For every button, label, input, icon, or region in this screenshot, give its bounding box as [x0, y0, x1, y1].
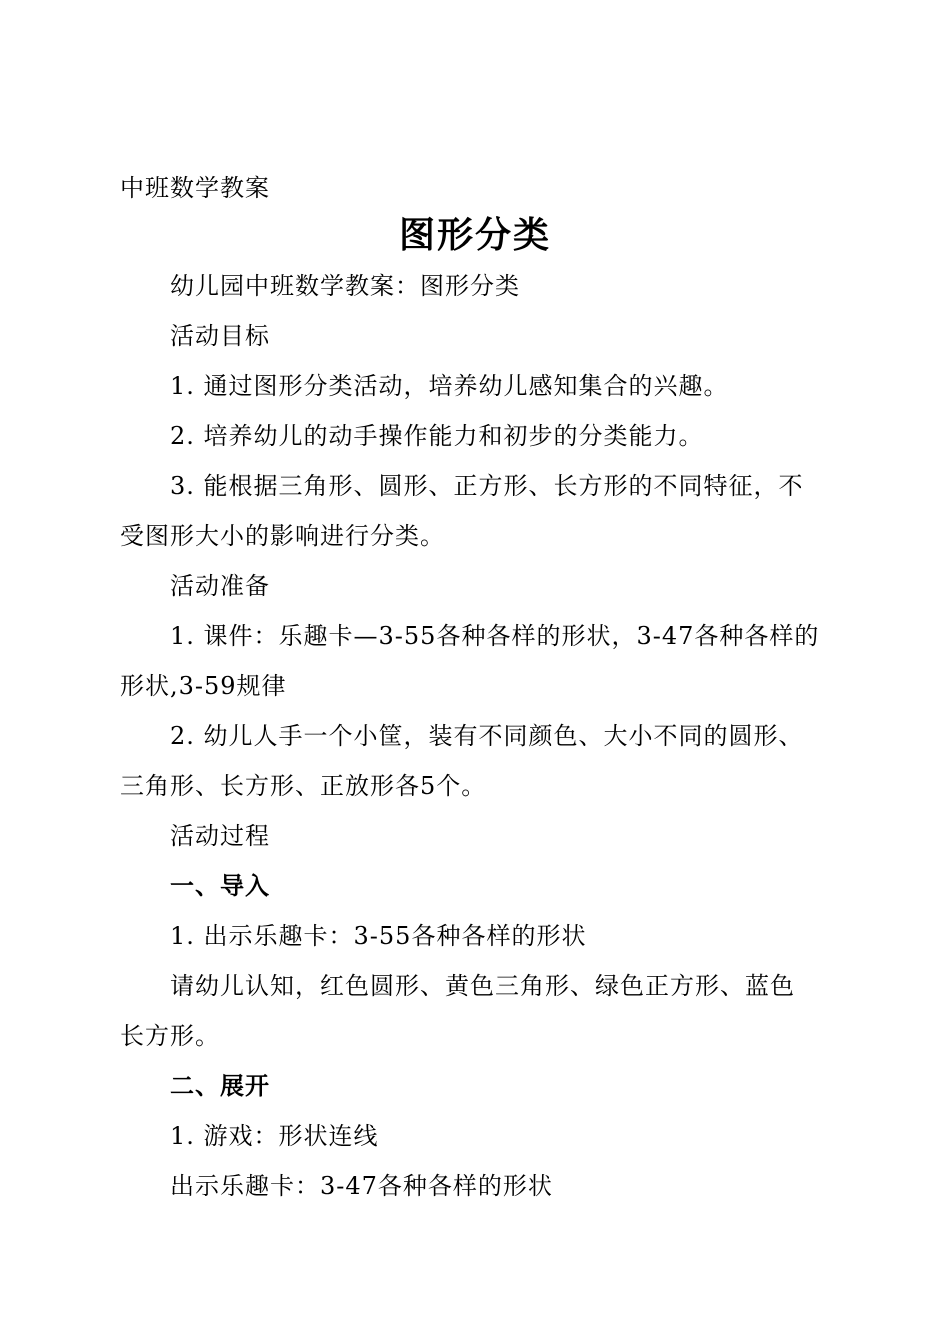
- process-part1-line-1: 1. 出示乐趣卡：3-55各种各样的形状: [170, 922, 587, 950]
- document-subtitle: 幼儿园中班数学教案：图形分类: [170, 272, 520, 300]
- section-heading-preparation: 活动准备: [170, 572, 270, 600]
- preparation-item-1-continued: 形状,3-59规律: [120, 672, 287, 700]
- process-part2-line-2: 出示乐趣卡：3-47各种各样的形状: [170, 1172, 553, 1200]
- section-heading-goals: 活动目标: [170, 322, 270, 350]
- document-header-label: 中班数学教案: [120, 174, 270, 202]
- process-part1-line-3: 长方形。: [120, 1022, 220, 1050]
- process-part2-line-1: 1. 游戏：形状连线: [170, 1122, 379, 1150]
- preparation-item-2: 2. 幼儿人手一个小筐，装有不同颜色、大小不同的圆形、: [170, 722, 804, 750]
- process-part1-heading: 一、导入: [170, 872, 270, 900]
- preparation-item-2-continued: 三角形、长方形、正放形各5个。: [120, 772, 487, 800]
- document-title: 图形分类: [398, 215, 551, 256]
- process-part2-heading: 二、展开: [170, 1072, 270, 1100]
- goal-item-2: 2. 培养幼儿的动手操作能力和初步的分类能力。: [170, 422, 704, 450]
- process-part1-line-2: 请幼儿认知，红色圆形、黄色三角形、绿色正方形、蓝色: [170, 972, 795, 1000]
- goal-item-3-continued: 受图形大小的影响进行分类。: [120, 522, 445, 550]
- section-heading-process: 活动过程: [170, 822, 270, 850]
- goal-item-1: 1. 通过图形分类活动，培养幼儿感知集合的兴趣。: [170, 372, 729, 400]
- preparation-item-1: 1. 课件：乐趣卡—3-55各种各样的形状，3-47各种各样的: [170, 622, 820, 650]
- goal-item-3: 3. 能根据三角形、圆形、正方形、长方形的不同特征，不: [170, 472, 804, 500]
